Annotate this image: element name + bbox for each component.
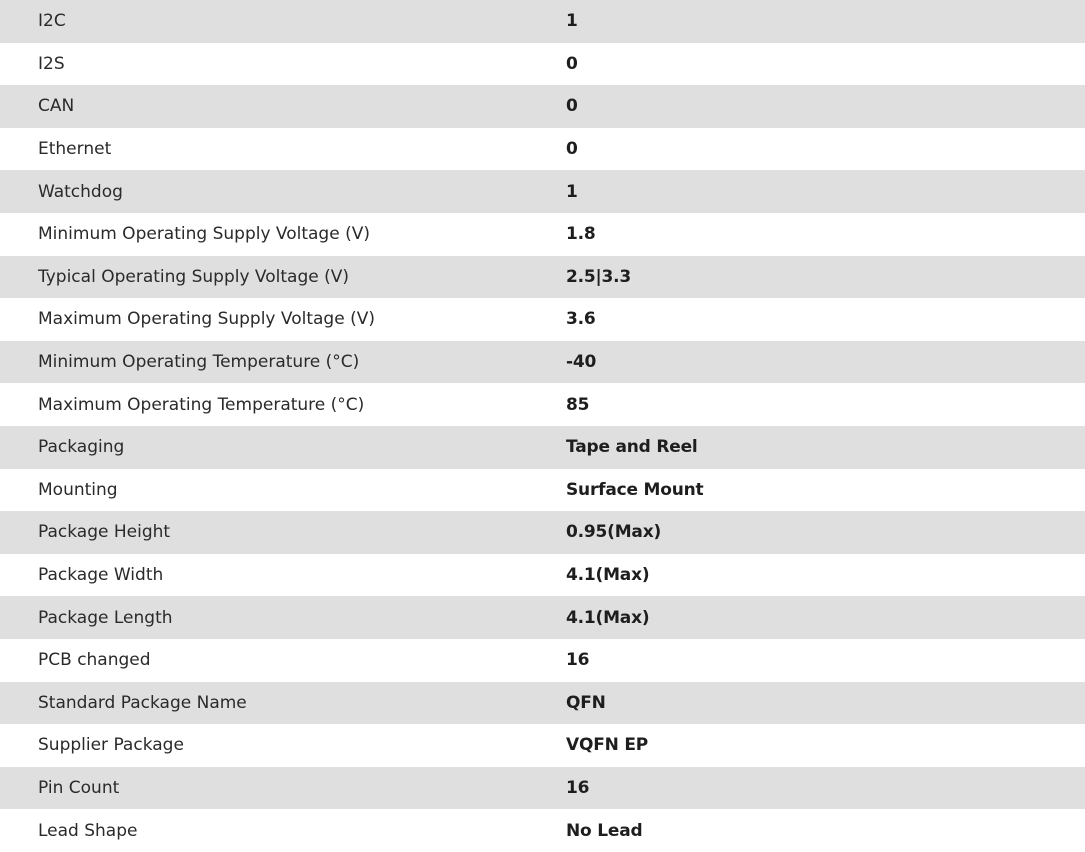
spec-row-i2s [0, 43, 1085, 86]
spec-value: 16 [566, 650, 590, 671]
spec-label: Minimum Operating Temperature (°C) [38, 352, 360, 373]
spec-value: 16 [566, 777, 590, 798]
spec-value: No Lead [566, 820, 643, 841]
spec-label: Package Width [38, 565, 164, 586]
spec-row-min-supply-voltage [0, 213, 1085, 256]
spec-row-pin-count [0, 767, 1085, 810]
spec-value: Surface Mount [566, 479, 704, 500]
spec-value: 0 [566, 53, 578, 74]
spec-row-max-supply-voltage [0, 298, 1085, 341]
spec-value: 4.1(Max) [566, 607, 650, 628]
spec-label: Package Length [38, 607, 173, 628]
spec-row-package-width [0, 554, 1085, 597]
spec-row-pcb-changed [0, 639, 1085, 682]
spec-row-lead-shape [0, 809, 1085, 852]
spec-value: 3.6 [566, 309, 596, 330]
spec-label: Standard Package Name [38, 692, 247, 713]
spec-row-package-height [0, 511, 1085, 554]
spec-row-ethernet [0, 128, 1085, 171]
spec-label: Minimum Operating Supply Voltage (V) [38, 224, 370, 245]
spec-label: Watchdog [38, 181, 123, 202]
spec-value: 0.95(Max) [566, 522, 662, 543]
spec-value: 85 [566, 394, 590, 415]
spec-label: Ethernet [38, 139, 112, 160]
spec-row-typical-supply-voltage [0, 256, 1085, 299]
spec-value: VQFN EP [566, 735, 649, 756]
spec-label: PCB changed [38, 650, 151, 671]
spec-label: Mounting [38, 479, 118, 500]
spec-label: I2S [38, 53, 65, 74]
spec-value: Tape and Reel [566, 437, 698, 458]
spec-value: 0 [566, 139, 578, 160]
spec-value: 1 [566, 11, 578, 32]
spec-row-min-temperature [0, 341, 1085, 384]
spec-value: 1.8 [566, 224, 596, 245]
spec-label: Supplier Package [38, 735, 184, 756]
spec-label: Package Height [38, 522, 171, 543]
spec-value: 0 [566, 96, 578, 117]
spec-value: -40 [566, 352, 597, 373]
spec-row-standard-package-name [0, 682, 1085, 725]
spec-label: CAN [38, 96, 75, 117]
spec-row-supplier-package [0, 724, 1085, 767]
spec-row-can [0, 85, 1085, 128]
spec-row-packaging [0, 426, 1085, 469]
spec-row-package-length [0, 596, 1085, 639]
spec-row-max-temperature [0, 383, 1085, 426]
spec-label: Typical Operating Supply Voltage (V) [38, 266, 349, 287]
spec-value: 2.5|3.3 [566, 266, 632, 287]
spec-row-i2c [0, 0, 1085, 43]
spec-value: 1 [566, 181, 578, 202]
spec-value: QFN [566, 692, 606, 713]
spec-label: Pin Count [38, 777, 120, 798]
spec-row-watchdog [0, 170, 1085, 213]
spec-value: 4.1(Max) [566, 565, 650, 586]
spec-label: Maximum Operating Temperature (°C) [38, 394, 365, 415]
spec-label: I2C [38, 11, 66, 32]
spec-label: Packaging [38, 437, 125, 458]
spec-label: Lead Shape [38, 820, 138, 841]
spec-label: Maximum Operating Supply Voltage (V) [38, 309, 375, 330]
spec-row-mounting [0, 469, 1085, 512]
